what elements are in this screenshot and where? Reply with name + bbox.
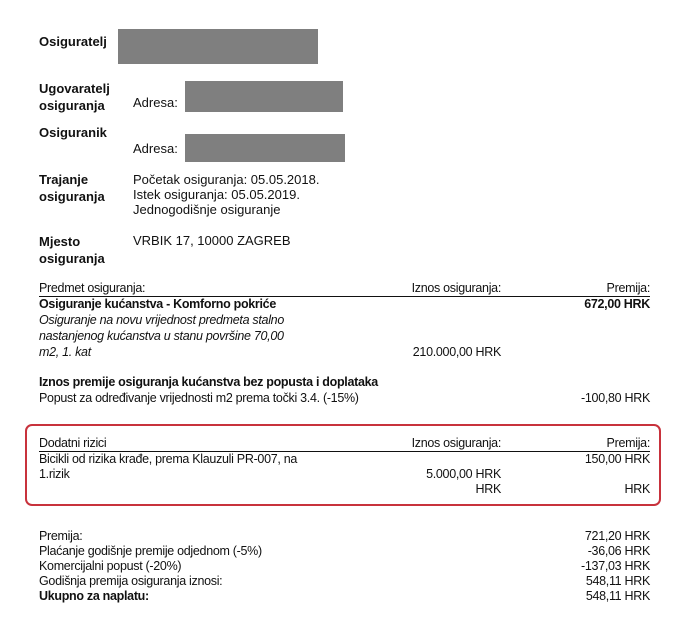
redacted-insured-address (185, 134, 345, 162)
main-item-desc-line: m2, 1. kat (39, 345, 91, 359)
additional-item-amount: 5.000,00 HRK (426, 467, 501, 481)
trajanje-value (133, 172, 319, 217)
additional-item-desc: Bicikli od rizika krađe, prema Klauzuli PR-007, na (39, 452, 298, 466)
summary-row (39, 544, 650, 558)
main-item-desc-line: Osiguranje na novu vrijednost predmeta stalno (39, 313, 284, 327)
main-item-title: Osiguranje kućanstva - Komforno pokriće (39, 297, 276, 311)
end-date: Istek osiguranja: 05.05.2019. (133, 187, 300, 202)
ugovaratelj-label-line2: osiguranja (39, 98, 105, 113)
mjesto-label-line2: osiguranja (39, 251, 105, 266)
summary-row (39, 559, 650, 573)
redacted-insurer (118, 29, 318, 64)
additional-risks-header (39, 436, 650, 452)
summary-row (39, 529, 650, 543)
mjesto-label-line1: Mjesto (39, 234, 81, 249)
trajanje-label-line2: osiguranja (39, 189, 105, 204)
duration-type: Jednogodišnje osiguranje (133, 202, 281, 217)
main-item-premium: 672,00 HRK (584, 297, 650, 311)
total-label: Ukupno za naplatu: (39, 589, 149, 603)
main-item-desc-2 (39, 329, 650, 343)
additional-col-subject: Dodatni rizici (39, 436, 107, 450)
osiguranik-label: Osiguranik (39, 125, 107, 140)
summary-label: Komercijalni popust (-20%) (39, 559, 182, 573)
redacted-contractor-address (185, 81, 343, 112)
summary-total-row (39, 589, 650, 603)
subtotal-title: Iznos premije osiguranja kućanstva bez popusta i doplataka (39, 375, 378, 389)
trajanje-label-line1: Trajanje (39, 172, 89, 187)
main-item-desc-line: nastanjenog kućanstva u stanu površine 70,00 (39, 329, 284, 343)
summary-label: Plaćanje godišnje premije odjednom (-5%) (39, 544, 262, 558)
summary-row (39, 574, 650, 588)
discount-label: Popust za određivanje vrijednosti m2 prema točki 3.4. (-15%) (39, 391, 359, 405)
main-item-amount: 210.000,00 HRK (412, 345, 501, 359)
osiguranik-address-label: Adresa: (133, 141, 178, 156)
total-value: 548,11 HRK (585, 589, 650, 603)
mjesto-value: VRBIK 17, 10000 ZAGREB (133, 233, 291, 248)
additional-item-premium: 150,00 HRK (584, 452, 650, 466)
additional-col-premium: Premija: (606, 436, 650, 450)
ugovaratelj-label-line1: Ugovaratelj (39, 81, 110, 96)
additional-item-desc-cont: 1.rizik (39, 467, 70, 481)
osiguratelj-label: Osiguratelj (39, 34, 107, 49)
col-amount-header: Iznos osiguranja: (411, 281, 501, 295)
additional-item-row-2 (39, 467, 650, 481)
additional-empty-amount: HRK (475, 482, 501, 496)
col-premium-header: Premija: (606, 281, 650, 295)
main-item-desc-1 (39, 313, 650, 327)
summary-value: -137,03 HRK (581, 559, 650, 573)
mjesto-label (39, 233, 105, 267)
summary-value: 548,11 HRK (585, 574, 650, 588)
subtotal-title-row (39, 375, 650, 389)
additional-empty-row (39, 482, 650, 496)
start-date: Početak osiguranja: 05.05.2018. (133, 172, 320, 187)
ugovaratelj-label (39, 80, 110, 114)
main-item-row (39, 297, 650, 311)
summary-label: Godišnja premija osiguranja iznosi: (39, 574, 223, 588)
summary-label: Premija: (39, 529, 83, 543)
discount-row (39, 391, 650, 405)
col-subject-header: Predmet osiguranja: (39, 281, 146, 295)
additional-item-row-1 (39, 452, 650, 466)
additional-col-amount: Iznos osiguranja: (411, 436, 501, 450)
discount-value: -100,80 HRK (581, 391, 650, 405)
main-item-desc-3 (39, 345, 650, 359)
main-table-header (39, 281, 650, 297)
trajanje-label (39, 171, 105, 205)
ugovaratelj-address-label: Adresa: (133, 95, 178, 110)
additional-empty-premium: HRK (624, 482, 650, 496)
summary-value: 721,20 HRK (584, 529, 650, 543)
summary-value: -36,06 HRK (587, 544, 650, 558)
